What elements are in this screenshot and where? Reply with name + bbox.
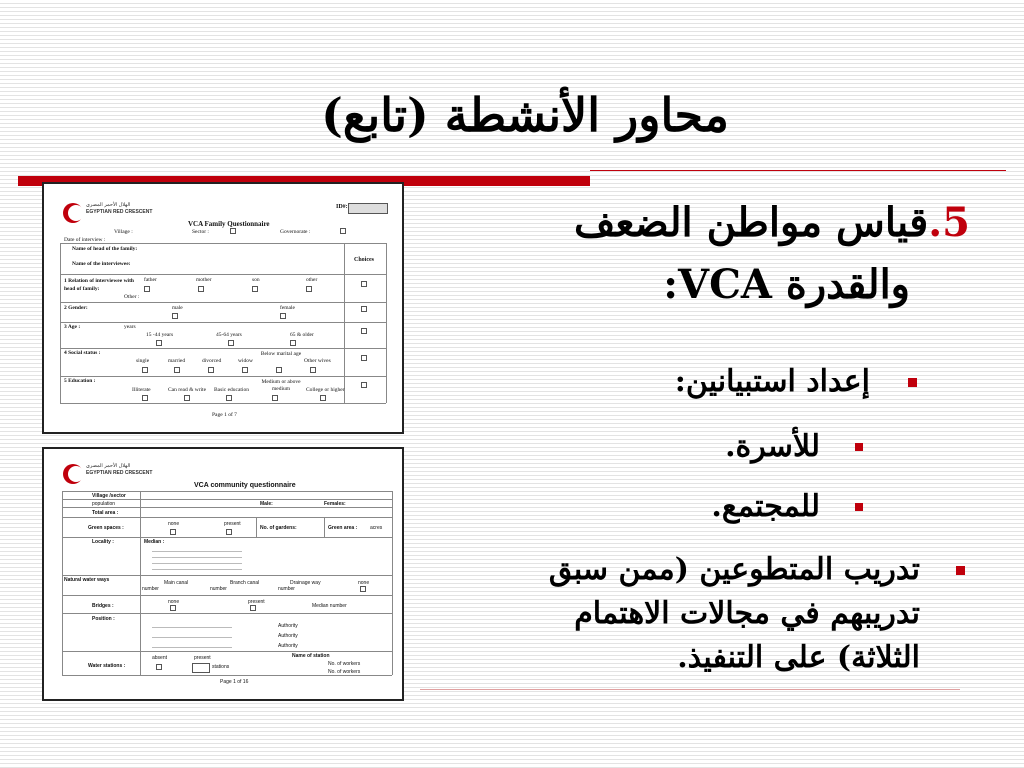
authority-label-2: Authority [278,633,298,639]
row5-checkbox [142,395,148,401]
row3-opt-2: 65 & older [290,332,314,338]
row5-checkbox [184,395,190,401]
sub-bullet-item-1: للأسرة. [725,429,820,464]
row1-checkbox [198,286,204,292]
page-number: Page 1 of 7 [212,412,237,418]
interviewee-label: Name of the interviewee: [72,261,131,267]
bullet-square-icon [956,566,965,575]
row2-label: 2 Gender: [64,305,88,311]
org-name-en: EGYPTIAN RED CRESCENT [86,209,153,215]
org-name-ar: الهلال الأحمر المصري [86,202,131,208]
row2-opt-1: female [280,305,295,311]
row5-label: 5 Education : [64,378,96,384]
green-none-checkbox [170,529,176,535]
stations-present-label: present [194,655,211,661]
main-canal-number-label: number [142,586,159,592]
bridges-present-label: present [248,599,265,605]
row5-checkbox [226,395,232,401]
bullet-item-2-line3: الثلاثة) على التنفيذ. [677,640,920,675]
head-of-family-label: Name of head of the family: [72,246,138,252]
row2-checkbox [172,313,178,319]
sub-bullet-square-icon [855,503,863,511]
row2-choice-box [361,306,367,312]
water-none-checkbox [360,586,366,592]
bullet-item-2 [420,548,920,680]
form-title: VCA Family Questionnaire [188,220,270,228]
date-label: Date of interview : [64,237,106,243]
green-spaces-label: Green spaces : [88,525,124,531]
row5-opt-2: Basic education [214,387,249,393]
total-area-label: Total area : [92,510,119,516]
section-heading-line2: والقدرة VCA: [663,261,910,308]
green-present-checkbox [226,529,232,535]
stations-label: stations [212,664,230,670]
choices-label: Choices [354,257,374,263]
sector-checkbox [230,228,236,234]
female-label: Females: [324,501,346,507]
id-label: ID#: [336,204,348,210]
id-box [348,203,388,214]
row2-checkbox [280,313,286,319]
row1-opt-0: father [144,277,157,283]
workers-label-2: No. of workers [328,669,361,675]
row4-checkbox [242,367,248,373]
drainage-label: Drainage way [290,580,321,586]
section-heading-line1: قياس مواطن الضعف [573,199,929,246]
red-crescent-logo-icon [62,202,84,224]
bottom-rule [420,689,960,690]
locality-label: Locality : [92,539,114,545]
row1-other-label: Other : [124,294,140,300]
bridges-present-checkbox [250,605,256,611]
row4-checkbox [174,367,180,373]
row4-checkbox [276,367,282,373]
row5-opt-0: Illiterate [132,387,151,393]
sub-bullet-item-2: للمجتمع. [711,489,820,524]
bridges-label: Bridges : [92,603,114,609]
governorate-checkbox [340,228,346,234]
branch-canal-number-label: number [210,586,227,592]
row4-opt-5: Other wives [304,358,331,364]
row4-checkbox [310,367,316,373]
row1-label: 1 Relation of interviewee with head of family: [64,278,134,292]
section-number: 5. [928,199,970,246]
row5-opt-1: Can read & write [168,387,207,393]
branch-canal-label: Branch canal [230,580,260,586]
row1-opt-1: mother [196,277,212,283]
authority-label-3: Authority [278,643,298,649]
slide-title: محاور الأنشطة (تابع) [321,88,729,142]
row5-checkbox [320,395,326,401]
row4-opt-1: married [168,358,186,364]
male-label: Male: [260,501,273,507]
row3-years: years [124,324,136,330]
row4-opt-4: Below marital age [260,351,302,357]
row1-opt-3: other [306,277,318,283]
water-none-label: none [358,580,370,586]
sub-bullet-square-icon [855,443,863,451]
sector-label: Sector : [192,229,209,235]
position-label: Position : [92,616,115,622]
row3-checkbox [290,340,296,346]
bullet-item-1: إعداد استبيانين: [674,364,870,399]
stations-absent-label: absent [152,655,168,661]
row4-choice-box [361,355,367,361]
row5-opt-3: Medium or above medium [261,379,301,392]
bridges-none-label: none [168,599,180,605]
drainage-number-label: number [278,586,295,592]
main-canal-label: Main canal [164,580,189,586]
stations-count-box [192,663,210,673]
row1-opt-2: son [252,277,260,283]
row3-opt-0: 15 -44 years [146,332,174,338]
bullet-item-2-line2: تدريبهم في مجالات الاهتمام [574,596,920,631]
row4-opt-3: widow [238,358,253,364]
green-present-label: present [224,521,241,527]
org-name-en: EGYPTIAN RED CRESCENT [86,470,153,476]
population-label: population [92,501,116,507]
row3-checkbox [156,340,162,346]
form-title: VCA community questionnaire [194,482,296,489]
family-questionnaire-thumbnail [42,182,404,434]
authority-label-1: Authority [278,623,298,629]
row1-choice-box [361,281,367,287]
org-name-ar: الهلال الأحمر المصري [86,463,131,469]
workers-label-1: No. of workers [328,661,361,667]
village-sector-label: Village /sector [92,493,126,499]
section-heading [540,192,970,316]
bullet-square-icon [908,378,917,387]
stations-absent-checkbox [156,664,162,670]
row5-checkbox [272,395,278,401]
row5-opt-4: College or higher [306,387,345,393]
village-label: Village : [114,229,133,235]
row1-checkbox [306,286,312,292]
page-number: Page 1 of 16 [220,679,249,685]
row4-label: 4 Social status : [64,350,101,356]
community-questionnaire-thumbnail [42,447,404,701]
row3-checkbox [228,340,234,346]
row4-opt-2: divorced [202,358,222,364]
natural-water-ways-label: Natural water ways [64,577,110,583]
green-area-label: Green area : [328,525,358,531]
row2-opt-0: male [172,305,183,311]
row1-checkbox [144,286,150,292]
row1-checkbox [252,286,258,292]
acres-label: acres [370,525,383,531]
row5-choice-box [361,382,367,388]
row3-choice-box [361,328,367,334]
water-stations-label: Water stations : [88,663,126,669]
median-number-label: Median number [312,603,347,609]
median-label: Median : [144,539,165,545]
gardens-label: No. of gardens: [260,525,297,531]
row3-opt-1: 45-64 years [216,332,242,338]
red-crescent-logo-icon [62,463,84,485]
governorate-label: Governorate : [280,229,311,235]
name-of-station-label: Name of station [292,653,330,659]
row3-label: 3 Age : [64,324,81,330]
row4-checkbox [208,367,214,373]
row4-checkbox [142,367,148,373]
row4-opt-0: single [136,358,150,364]
green-none-label: none [168,521,180,527]
title-underline [590,170,1006,171]
bridges-none-checkbox [170,605,176,611]
bullet-item-2-line1: تدريب المتطوعين (ممن سبق [548,552,920,587]
